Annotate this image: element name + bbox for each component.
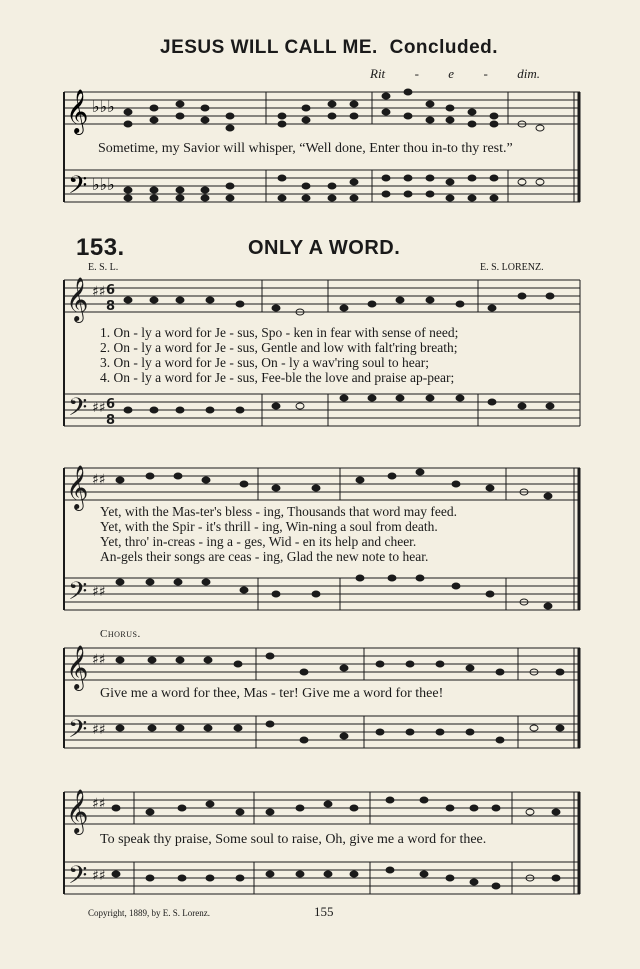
chorus-label: Chorus. [100,628,141,640]
verse-4-line-1: 4. On - ly a word for Je - sus, Fee-ble the love and praise ap-pear; [100,370,455,385]
key-signature-icon: ♭♭♭ [92,175,115,194]
bass-clef-icon: 𝄢 [68,171,88,206]
previous-hymn-title-suffix: Concluded. [389,37,499,58]
tempo-word: - [414,66,419,81]
hymn-title: ONLY A WORD. [248,237,401,259]
treble-clef-icon: 𝄞 [66,277,89,321]
key-signature-icon: ♯♯ [92,584,106,600]
key-signature-icon: ♯♯ [92,284,106,300]
bass-clef-icon: 𝄢 [68,715,88,750]
key-signature-icon: ♯♯ [92,472,106,488]
tempo-word: e [448,66,455,81]
verse-3-line-1: 3. On - ly a word for Je - sus, On - ly a wav'ring soul to hear; [100,355,429,370]
verse-3-line-2: Yet, thro' in-creas - ing a - ges, Wid - en its help and cheer. [100,534,417,549]
copyright-notice: Copyright, 1889, by E. S. Lorenz. [88,908,210,918]
tempo-word: - [483,66,488,81]
bass-clef-icon: 𝄢 [68,577,88,612]
treble-clef-icon: 𝄞 [66,89,89,133]
key-signature-icon: ♯♯ [92,400,106,416]
verse-2-line-2: Yet, with the Spir - it's thrill - ing, Win-ning a soul from death. [100,519,438,534]
page-number: 155 [314,904,334,919]
chorus-line-2: To speak thy praise, Some soul to raise, Oh, give me a word for thee. [100,832,487,847]
previous-hymn-lyric: Sometime, my Savior will whisper, “Well done, Enter thou in-to thy rest.” [98,141,513,156]
time-signature-icon: 6 [106,283,116,298]
time-signature-icon: 8 [106,299,116,314]
verse-1-line-1: 1. On - ly a word for Je - sus, Spo - ken in fear with sense of need; [100,325,459,340]
treble-clef-icon: 𝄞 [66,789,89,833]
bass-clef-icon: 𝄢 [68,861,88,896]
hymn-number: 153. [76,234,125,261]
treble-clef-icon: 𝄞 [66,645,89,689]
previous-hymn-title-text: JESUS WILL CALL ME. [160,37,378,58]
key-signature-icon: ♯♯ [92,796,106,812]
verse-1-line-2: Yet, with the Mas-ter's bless - ing, Thousands that word may feed. [100,504,458,519]
verse-4-line-2: An-gels their songs are ceas - ing, Glad the new note to hear. [100,549,429,564]
key-signature-icon: ♯♯ [92,722,106,738]
bass-clef-icon: 𝄢 [68,393,88,428]
words-author: E. S. L. [88,262,119,273]
key-signature-icon: ♭♭♭ [92,97,115,116]
treble-clef-icon: 𝄞 [66,465,89,509]
time-signature-icon: 6 [106,397,116,412]
key-signature-icon: ♯♯ [92,868,106,884]
music-composer: E. S. LORENZ. [480,262,544,273]
tempo-word: dim. [517,66,540,81]
time-signature-icon: 8 [106,413,116,428]
tempo-word: Rit [370,66,386,81]
chorus-line-1: Give me a word for thee, Mas - ter! Give me a word for thee! [100,686,444,701]
verse-2-line-1: 2. On - ly a word for Je - sus, Gentle and low with falt'ring breath; [100,340,458,355]
key-signature-icon: ♯♯ [92,652,106,668]
